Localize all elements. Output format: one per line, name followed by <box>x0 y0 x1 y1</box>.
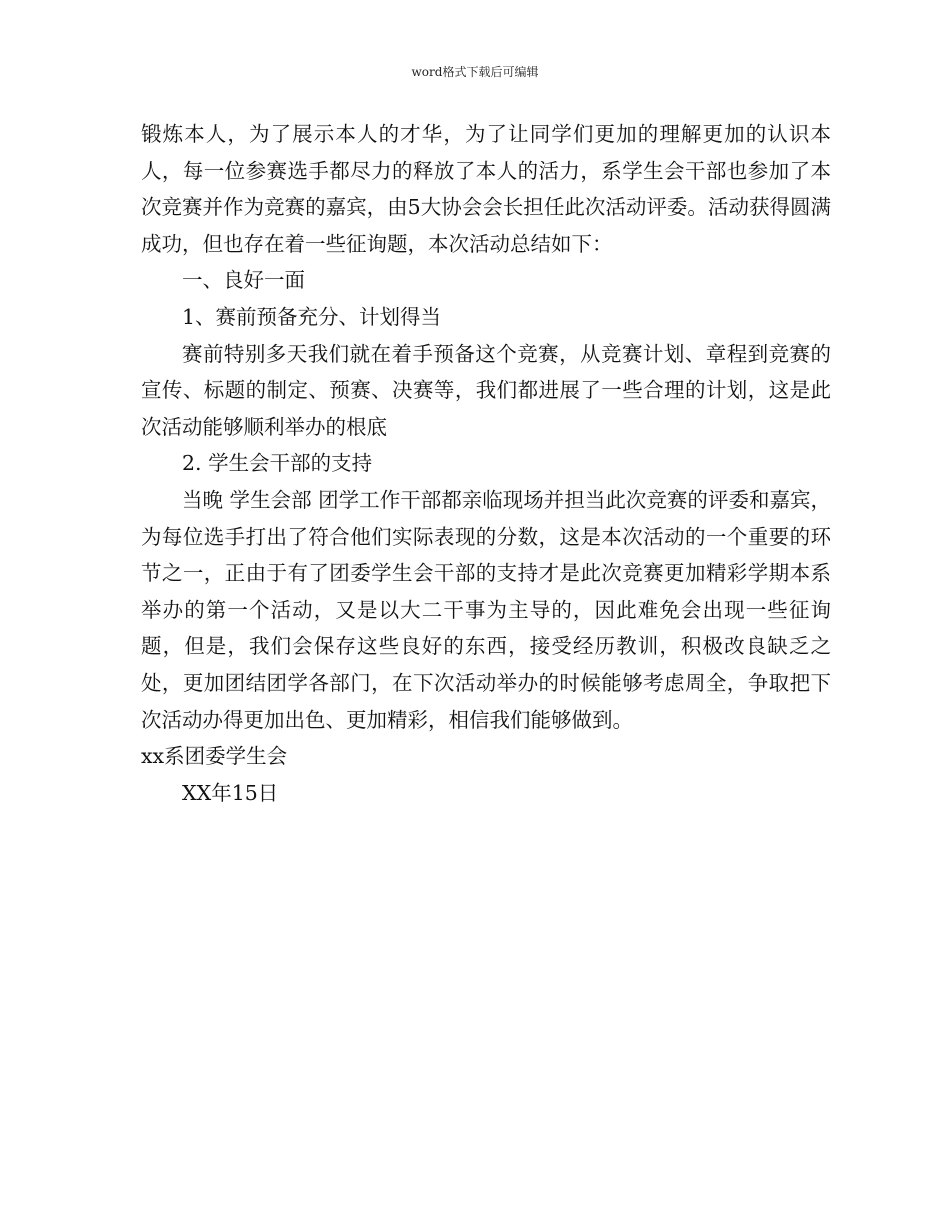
paragraph-support: 当晚 学生会部 团学工作干部都亲临现场并担当此次竞赛的评委和嘉宾，为每位选手打出了符合他们实际表现的分数，这是本次活动的一个重要的环节之一，正由于有了团委学生会干部的支持才是此次竞赛更加精彩学期本系举办的第一个活动，又是以大二干事为主导的，因此难免会出现一些征询题，但是，我们会保存这些良好的东西，接受经历教训，积极改良缺乏之处，更加团结团学各部门，在下次活动举办的时候能够考虑周全，争取把下次活动办得更加出色、更加精彩，相信我们能够做到。 <box>141 487 831 732</box>
page-header: word格式下载后可编辑 <box>411 65 539 79</box>
paragraph-preparation: 赛前特别多天我们就在着手预备这个竞赛，从竞赛计划、章程到竞赛的宣传、标题的制定、预赛、决赛等，我们都进展了一些合理的计划，这是此次活动能够顺利举办的根底 <box>141 341 831 439</box>
paragraph-intro: 锻炼本人，为了展示本人的才华，为了让同学们更加的理解更加的认识本人，每一位参赛选手都尽力的释放了本人的活力，系学生会干部也参加了本次竞赛并作为竞赛的嘉宾，由5大协会会长担任此次活动评委。活动获得圆满成功，但也存在着一些征询题，本次活动总结如下： <box>141 122 831 256</box>
subheading-preparation: 1、赛前预备充分、计划得当 <box>182 304 442 329</box>
subheading-support: 2. 学生会干部的支持 <box>182 451 373 476</box>
signature: xx系团委学生会 <box>141 744 288 769</box>
section-heading-good-side: 一、良好一面 <box>182 268 305 293</box>
date: XX年15日 <box>182 780 279 805</box>
document-body <box>141 116 831 811</box>
